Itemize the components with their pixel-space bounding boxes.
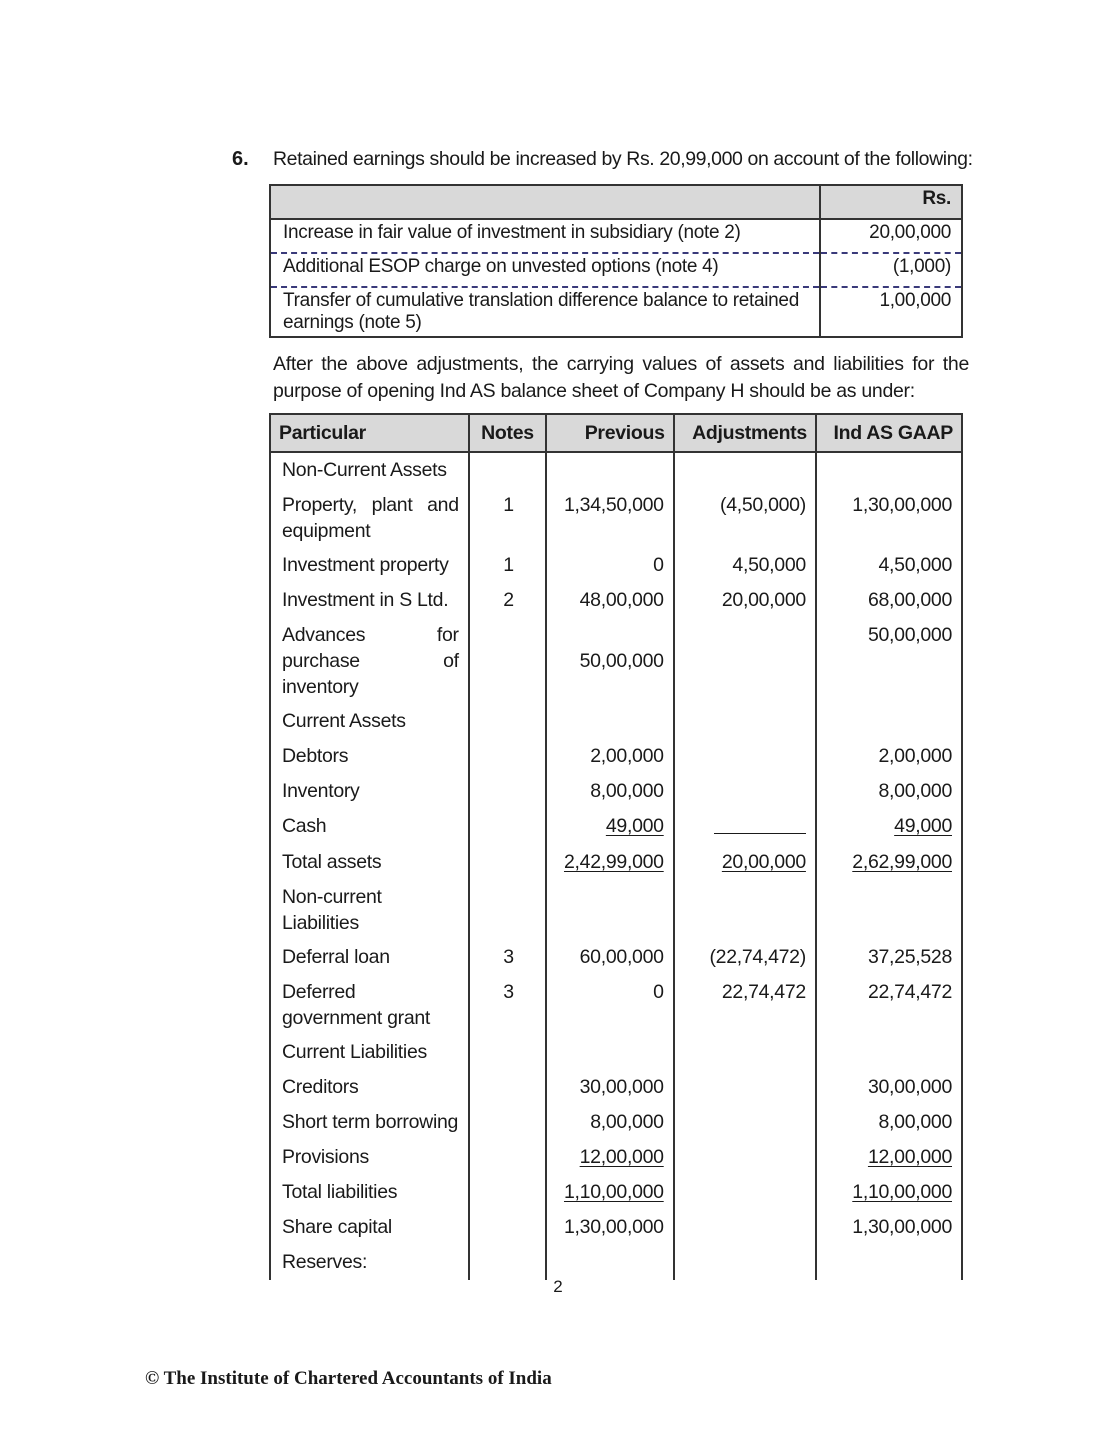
adjustment-desc: Increase in fair value of investment in subsidiary (note 2) <box>270 219 820 253</box>
balance-sheet-table <box>269 413 963 1280</box>
table-row <box>270 583 962 618</box>
adjustments-cell-text: 20,00,000 <box>721 589 806 611</box>
ind-as-cell <box>816 704 962 739</box>
previous-cell <box>546 1245 674 1280</box>
previous-cell <box>546 583 674 618</box>
table-row <box>270 704 962 739</box>
particular-cell <box>270 452 469 488</box>
notes-cell <box>469 618 546 704</box>
ind-as-cell-text: 12,00,000 <box>867 1146 952 1168</box>
question-text: Retained earnings should be increased by Rs. 20,99,000 on account of the following: <box>273 148 973 170</box>
particular-cell <box>270 548 469 583</box>
table-row <box>270 219 962 253</box>
notes-cell <box>469 809 546 845</box>
particular-cell <box>270 1245 469 1280</box>
previous-cell-text: 2,00,000 <box>590 745 664 767</box>
previous-cell <box>546 975 674 1035</box>
previous-cell <box>546 940 674 975</box>
notes-cell <box>469 1175 546 1210</box>
ind-as-cell <box>816 618 962 704</box>
footer-copyright: © The Institute of Chartered Accountants of India <box>145 1368 552 1389</box>
table-row <box>270 1210 962 1245</box>
adjustments-cell <box>674 845 816 880</box>
particular-cell <box>270 618 469 704</box>
particular-cell-text: Property, plant and equipment <box>282 494 459 542</box>
adjustments-cell <box>674 1175 816 1210</box>
particular-cell <box>270 1210 469 1245</box>
header-adjustments: Adjustments <box>674 414 816 452</box>
notes-cell-text: 1 <box>503 554 514 576</box>
ind-as-cell <box>816 774 962 809</box>
ind-as-cell <box>816 1140 962 1175</box>
previous-cell-text: 8,00,000 <box>590 1111 664 1133</box>
ind-as-cell-text: 4,50,000 <box>878 554 952 576</box>
ind-as-cell-text: 68,00,000 <box>867 589 952 611</box>
notes-cell <box>469 1035 546 1070</box>
previous-cell-text: 50,00,000 <box>579 650 664 672</box>
table-row <box>270 488 962 548</box>
notes-cell <box>469 704 546 739</box>
notes-cell <box>469 1070 546 1105</box>
particular-cell <box>270 975 469 1035</box>
blank-underline <box>714 813 806 834</box>
notes-cell <box>469 1140 546 1175</box>
adjustments-cell <box>674 583 816 618</box>
previous-cell-text: 0 <box>653 554 664 576</box>
ind-as-cell <box>816 975 962 1035</box>
previous-cell <box>546 880 674 940</box>
balance-sheet-body <box>270 452 962 1280</box>
previous-cell-text: 1,34,50,000 <box>563 494 664 516</box>
notes-cell <box>469 583 546 618</box>
table-row <box>270 253 962 287</box>
notes-cell <box>469 880 546 940</box>
adjustments-cell <box>674 452 816 488</box>
particular-cell-text: Provisions <box>282 1146 369 1168</box>
previous-cell <box>546 1105 674 1140</box>
previous-cell-text: 48,00,000 <box>579 589 664 611</box>
ind-as-cell-text: 22,74,472 <box>867 981 952 1003</box>
ind-as-cell <box>816 880 962 940</box>
previous-cell <box>546 548 674 583</box>
adjustments-cell <box>674 880 816 940</box>
particular-cell-text: Debtors <box>282 745 349 767</box>
previous-cell <box>546 488 674 548</box>
adjustments-cell <box>674 488 816 548</box>
previous-cell-text: 60,00,000 <box>579 946 664 968</box>
adjustments-cell <box>674 618 816 704</box>
table-header-row <box>270 185 962 219</box>
adjustments-cell <box>674 1070 816 1105</box>
previous-cell <box>546 845 674 880</box>
notes-cell <box>469 739 546 774</box>
ind-as-cell <box>816 452 962 488</box>
adjustments-cell <box>674 739 816 774</box>
table-header-row <box>270 414 962 452</box>
particular-cell <box>270 1105 469 1140</box>
ind-as-cell-text: 1,30,00,000 <box>852 1216 952 1238</box>
ind-as-cell <box>816 845 962 880</box>
table-row <box>270 1070 962 1105</box>
adjustments-cell-text: 20,00,000 <box>721 851 806 873</box>
adjustment-amount: (1,000) <box>820 253 962 287</box>
previous-cell-text: 49,000 <box>605 815 664 837</box>
table-row <box>270 548 962 583</box>
table-row <box>270 452 962 488</box>
adjustments-cell-text: (4,50,000) <box>720 494 806 516</box>
table-row <box>270 809 962 845</box>
previous-cell-text: 1,30,00,000 <box>563 1216 664 1238</box>
adjustments-cell <box>674 1140 816 1175</box>
particular-cell <box>270 1070 469 1105</box>
previous-cell-text: 2,42,99,000 <box>563 851 664 873</box>
ind-as-cell <box>816 1175 962 1210</box>
header-rs-cell: Rs. <box>820 185 962 219</box>
notes-cell-text: 2 <box>503 589 514 611</box>
header-particular: Particular <box>270 414 469 452</box>
table-row <box>270 975 962 1035</box>
adjustment-amount: 20,00,000 <box>820 219 962 253</box>
particular-cell-text: Investment in S Ltd. <box>282 589 449 611</box>
particular-cell-text: Cash <box>282 815 327 837</box>
ind-as-cell <box>816 940 962 975</box>
ind-as-cell <box>816 1070 962 1105</box>
adjustments-cell <box>674 1210 816 1245</box>
table-row <box>270 845 962 880</box>
ind-as-cell-text: 2,62,99,000 <box>852 851 952 873</box>
adjustments-cell <box>674 1035 816 1070</box>
previous-cell <box>546 774 674 809</box>
ind-as-cell <box>816 739 962 774</box>
table-row <box>270 774 962 809</box>
particular-cell <box>270 1035 469 1070</box>
particular-cell <box>270 774 469 809</box>
notes-cell <box>469 1210 546 1245</box>
particular-cell-text: Current Liabilities <box>282 1041 427 1063</box>
particular-cell-text: Current Assets <box>282 710 406 732</box>
notes-cell <box>469 452 546 488</box>
table-row <box>270 1035 962 1070</box>
particular-cell-text: Short term borrowing <box>282 1111 459 1133</box>
ind-as-cell <box>816 1245 962 1280</box>
ind-as-cell-text: 8,00,000 <box>878 780 952 802</box>
previous-cell <box>546 1035 674 1070</box>
table-row <box>270 1245 962 1280</box>
ind-as-cell <box>816 809 962 845</box>
particular-cell-text: Deferred government grant <box>282 981 431 1029</box>
table-row <box>270 880 962 940</box>
previous-cell-text: 8,00,000 <box>590 780 664 802</box>
particular-cell <box>270 1140 469 1175</box>
particular-cell-text: Inventory <box>282 780 360 802</box>
particular-cell-text: Investment property <box>282 554 449 576</box>
adjustment-amount: 1,00,000 <box>820 287 962 337</box>
previous-cell <box>546 1175 674 1210</box>
ind-as-cell <box>816 1210 962 1245</box>
previous-cell <box>546 618 674 704</box>
notes-cell <box>469 1105 546 1140</box>
table-row <box>270 618 962 704</box>
previous-cell <box>546 1070 674 1105</box>
particular-cell-text: Share capital <box>282 1216 392 1238</box>
notes-cell <box>469 774 546 809</box>
particular-cell <box>270 880 469 940</box>
particular-cell-text: Reserves: <box>282 1251 368 1273</box>
adjustments-cell <box>674 774 816 809</box>
page-number: 2 <box>553 1277 563 1296</box>
notes-cell <box>469 1245 546 1280</box>
adjustments-cell <box>674 548 816 583</box>
notes-cell-text: 3 <box>503 981 514 1003</box>
particular-cell-text: Creditors <box>282 1076 359 1098</box>
ind-as-cell <box>816 548 962 583</box>
previous-cell-text: 12,00,000 <box>579 1146 664 1168</box>
adjustments-cell-text: 4,50,000 <box>732 554 806 576</box>
ind-as-cell-text: 2,00,000 <box>878 745 952 767</box>
adjustments-table <box>269 184 963 338</box>
notes-cell <box>469 975 546 1035</box>
particular-cell <box>270 809 469 845</box>
ind-as-cell <box>816 488 962 548</box>
table-row <box>270 739 962 774</box>
adjustment-desc: Transfer of cumulative translation difference balance to retained earnings (note 5) <box>270 287 820 337</box>
ind-as-cell-text: 8,00,000 <box>878 1111 952 1133</box>
particular-cell-text: Advances for purchase of inventory <box>282 624 459 698</box>
header-ind-as: Ind AS GAAP <box>816 414 962 452</box>
previous-cell <box>546 739 674 774</box>
ind-as-cell <box>816 1105 962 1140</box>
ind-as-cell-text: 37,25,528 <box>867 946 952 968</box>
adjustments-cell-text: (22,74,472) <box>709 946 806 968</box>
header-blank-cell <box>270 185 820 219</box>
question-number: 6. <box>232 148 249 170</box>
ind-as-cell <box>816 1035 962 1070</box>
table-row <box>270 1175 962 1210</box>
previous-cell-text: 1,10,00,000 <box>563 1181 664 1203</box>
adjustments-cell <box>674 704 816 739</box>
particular-cell <box>270 704 469 739</box>
header-notes: Notes <box>469 414 546 452</box>
adjustments-cell <box>674 809 816 845</box>
particular-cell-text: Non-Current Assets <box>282 459 447 481</box>
particular-cell <box>270 845 469 880</box>
notes-cell-text: 3 <box>503 946 514 968</box>
adjustments-cell <box>674 1105 816 1140</box>
ind-as-cell-text: 1,10,00,000 <box>852 1181 952 1203</box>
notes-cell <box>469 488 546 548</box>
ind-as-cell-text: 50,00,000 <box>867 624 952 646</box>
previous-cell <box>546 1210 674 1245</box>
table-row <box>270 1105 962 1140</box>
ind-as-cell-text: 30,00,000 <box>867 1076 952 1098</box>
previous-cell <box>546 452 674 488</box>
table-row <box>270 287 962 337</box>
previous-cell-text: 0 <box>653 981 664 1003</box>
previous-cell <box>546 809 674 845</box>
previous-cell-text: 30,00,000 <box>579 1076 664 1098</box>
ind-as-cell-text: 1,30,00,000 <box>852 494 952 516</box>
table-row <box>270 940 962 975</box>
particular-cell-text: Non-current Liabilities <box>282 886 382 934</box>
particular-cell <box>270 739 469 774</box>
notes-cell <box>469 845 546 880</box>
notes-cell <box>469 940 546 975</box>
ind-as-cell <box>816 583 962 618</box>
adjustment-desc: Additional ESOP charge on unvested options (note 4) <box>270 253 820 287</box>
particular-cell <box>270 583 469 618</box>
adjustments-cell <box>674 975 816 1035</box>
particular-cell <box>270 488 469 548</box>
particular-cell-text: Total liabilities <box>282 1181 398 1203</box>
ind-as-cell-text: 49,000 <box>894 815 952 837</box>
particular-cell <box>270 940 469 975</box>
adjustments-cell-text: 22,74,472 <box>721 981 806 1003</box>
adjustments-cell <box>674 940 816 975</box>
explanation-paragraph: After the above adjustments, the carrying values of assets and liabilities for the purpose of opening Ind AS balance sheet of Company H should be as under: <box>273 353 969 402</box>
previous-cell <box>546 1140 674 1175</box>
particular-cell <box>270 1175 469 1210</box>
notes-cell-text: 1 <box>503 494 514 516</box>
header-previous: Previous <box>546 414 674 452</box>
particular-cell-text: Deferral loan <box>282 946 390 968</box>
adjustments-cell <box>674 1245 816 1280</box>
notes-cell <box>469 548 546 583</box>
table-row <box>270 1140 962 1175</box>
previous-cell <box>546 704 674 739</box>
particular-cell-text: Total assets <box>282 851 382 873</box>
